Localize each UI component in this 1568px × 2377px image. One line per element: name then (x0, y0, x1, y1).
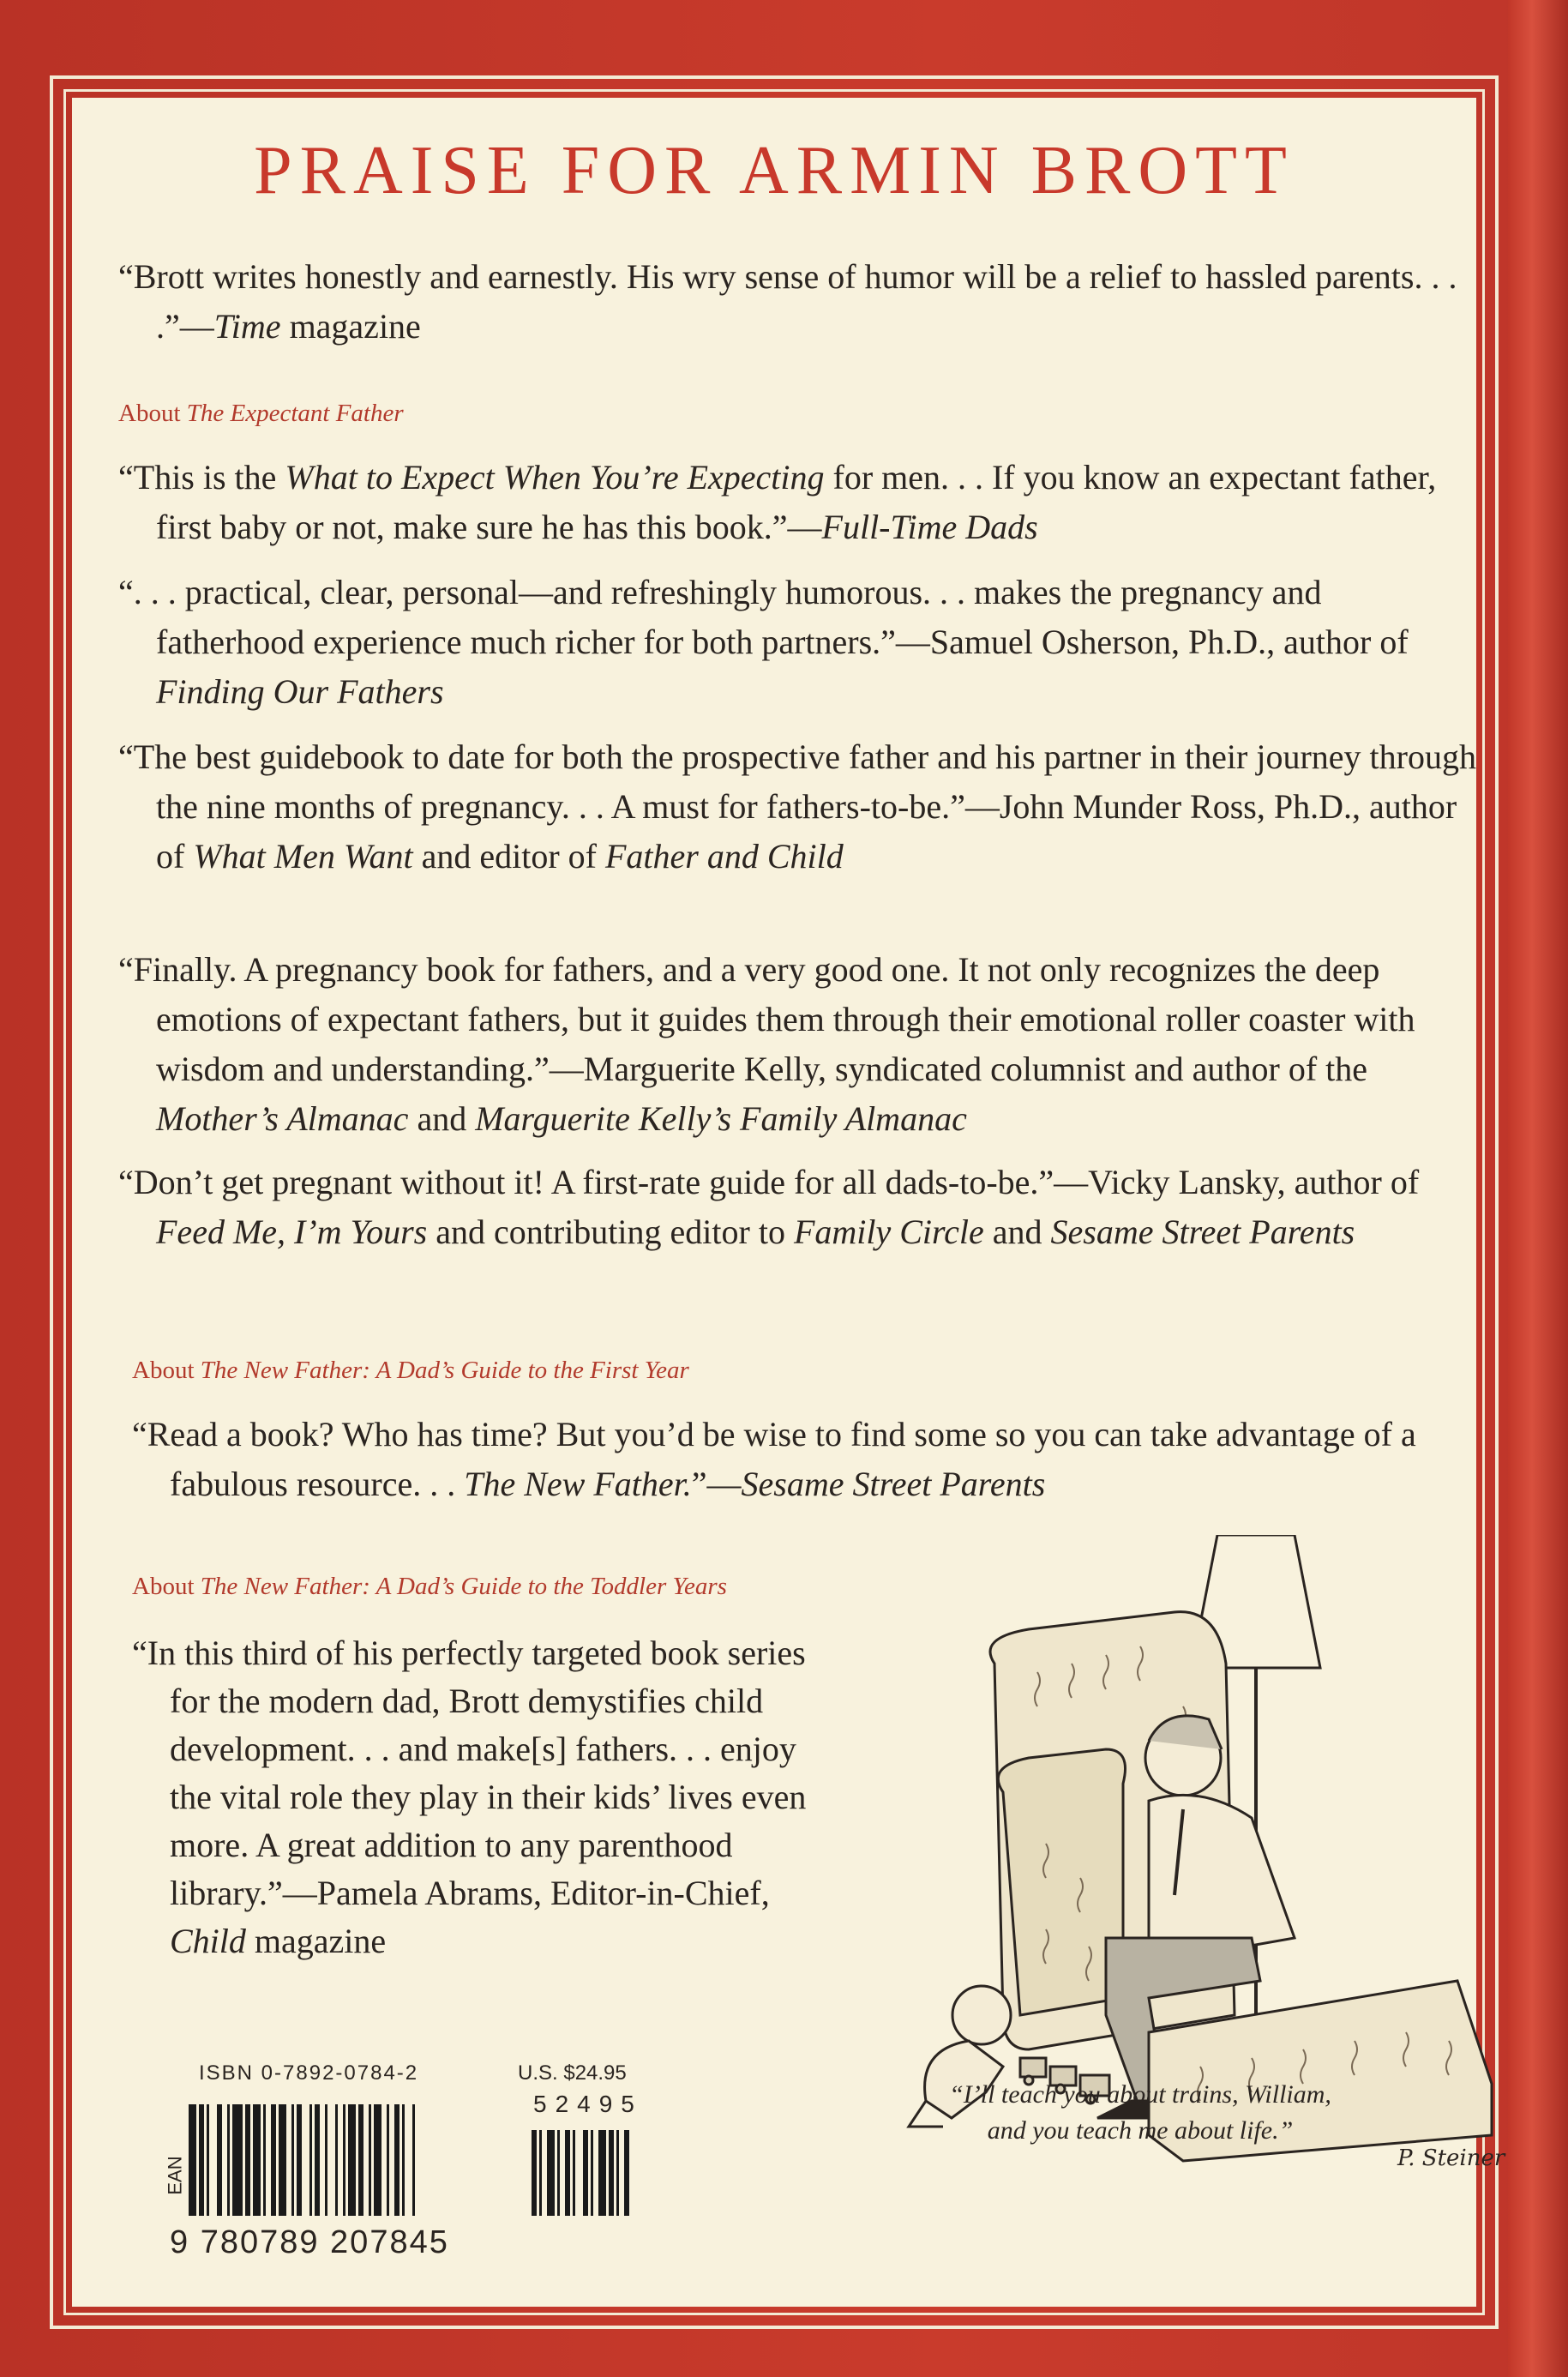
price-barcode-bar (557, 2130, 560, 2216)
quote-ross: “The best guidebook to date for both the prospective father and his partner in their journey through the nine months of pregnancy. . . A must for fathers-to-be.”—John Munder Ross, Ph.D., author of What Men Want and editor of Father and Child (118, 737, 1476, 876)
price-barcode-bar (565, 2130, 570, 2216)
barcode-bar (343, 2104, 345, 2216)
page-title: PRAISE FOR ARMIN BROTT (254, 133, 1295, 208)
barcode-bar (245, 2104, 250, 2216)
cartoonist-signature: P. Steiner (1397, 2145, 1505, 2171)
barcode-bar (207, 2104, 209, 2216)
price-barcode-bar (598, 2130, 606, 2216)
quote-time: “Brott writes honestly and earnestly. His wry sense of humor will be a relief to hassled parents. . . .”—Time magazine (118, 257, 1457, 346)
barcode-bar (263, 2104, 266, 2216)
ean-label: EAN (164, 2156, 186, 2195)
quote-lansky: “Don’t get pregnant without it! A first-rate guide for all dads-to-be.”—Vicky Lansky, author of Feed Me, I’m Yours and contributing editor to Family Circle and Sesame Street Parents (118, 1163, 1420, 1251)
barcode-bar (335, 2104, 338, 2216)
barcode-bar (412, 2104, 415, 2216)
barcode-bar (309, 2104, 312, 2216)
price-barcode-bar (583, 2130, 588, 2216)
quote-osherson: “. . . practical, clear, personal—and refreshingly humorous. . . makes the pregnancy and fatherhood experience much richer for both partners.”—Samuel Osherson, Ph.D., author of Finding Our Fathers (118, 573, 1409, 711)
barcode-bar (402, 2104, 405, 2216)
isbn-barcode (165, 2061, 713, 2284)
barcode-bar (369, 2104, 371, 2216)
barcode-bar (348, 2104, 356, 2216)
barcode-bar (199, 2104, 204, 2216)
cartoon-caption: “I’ll teach you about trains, William, and you teach me about life.” (949, 2080, 1331, 2145)
barcode-bar (217, 2104, 222, 2216)
barcode-bar (358, 2104, 363, 2216)
barcode-bar (325, 2104, 327, 2216)
barcode-bar (291, 2104, 294, 2216)
section-heading-expectant-father: About The Expectant Father (118, 400, 404, 427)
price-barcode-bar (616, 2130, 619, 2216)
barcode-bar (279, 2104, 286, 2216)
quote-abrams: “In this third of his perfectly targeted book series for the modern dad, Brott demystifies child development. . . and make[s] fathers. . . enjoy the vital role they play in their kids’ lives even more. A great addition to any parenthood library.”—Pamela Abrams, Editor-in-Chief, Child magazine (132, 1634, 807, 1960)
barcode-bar (297, 2104, 302, 2216)
barcode-bar (315, 2104, 320, 2216)
barcode-bar (253, 2104, 261, 2216)
quote-kelly: “Finally. A pregnancy book for fathers, and a very good one. It not only recognizes the deep emotions of expectant fathers, but it guides them through their emotional roller coaster with wisdom and understanding.”—Marguerite Kelly, syndicated columnist and author of the Mother’s Almanac and Marguerite Kelly’s Family Almanac (118, 950, 1415, 1138)
barcode-bar (394, 2104, 400, 2216)
price-barcode-bar (624, 2130, 629, 2216)
baby-head (952, 1986, 1011, 2044)
barcode-bar (189, 2104, 196, 2216)
price-barcode-bar (573, 2130, 575, 2216)
barcode-bar (271, 2104, 276, 2216)
price-label: U.S. $24.95 (518, 2061, 627, 2085)
praise-panel (72, 98, 1505, 2307)
price-code: 52495 (533, 2091, 643, 2117)
section-heading-toddler-years: About The New Father: A Dad’s Guide to the Toddler Years (132, 1573, 727, 1600)
cartoon-illustration (892, 1535, 1543, 2307)
price-barcode-bar (591, 2130, 593, 2216)
barcode-bar (232, 2104, 243, 2216)
price-barcode-bar (539, 2130, 542, 2216)
price-barcode-bar (547, 2130, 555, 2216)
price-barcode-bar (609, 2130, 614, 2216)
isbn-number: ISBN 0-7892-0784-2 (199, 2061, 419, 2085)
barcode-bar (387, 2104, 389, 2216)
ean-digits: 9 780789 207845 (170, 2224, 449, 2260)
quote-full-time-dads: “This is the What to Expect When You’re Expecting for men. . . If you know an expectant father, first baby or not, make sure he has this book.”—Full-Time Dads (118, 458, 1437, 546)
price-barcode-bar (532, 2130, 537, 2216)
barcode-bar (227, 2104, 230, 2216)
section-heading-first-year: About The New Father: A Dad’s Guide to the First Year (132, 1357, 689, 1384)
quote-sesame-street: “Read a book? Who has time? But you’d be wise to find some so you can take advantage of a fabulous resource. . . The New Father.”—Sesame Street Parents (132, 1415, 1416, 1503)
barcode-bar (374, 2104, 381, 2216)
